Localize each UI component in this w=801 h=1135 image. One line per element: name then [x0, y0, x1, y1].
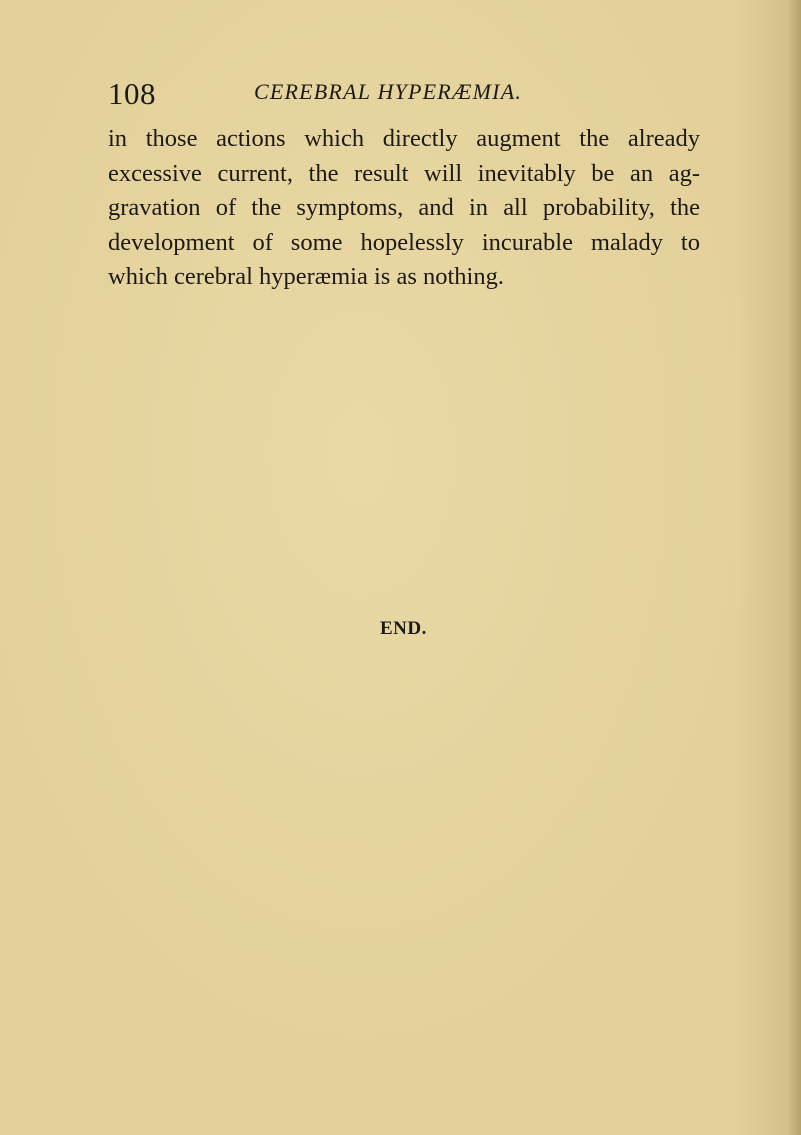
running-head: CEREBRAL HYPERÆMIA. — [254, 79, 523, 104]
text-line: development of some hopelessly incurable malady to — [108, 228, 700, 256]
text-line: in those actions which directly augment the already — [108, 125, 700, 152]
body-paragraph — [108, 122, 700, 295]
end-mark: END. — [380, 618, 427, 639]
text-line: excessive current, the result will inevitably be an ag- — [108, 159, 700, 187]
page-edge-shadow — [787, 0, 801, 1135]
text-line: gravation of the symptoms, and in all probability, the — [108, 194, 700, 221]
page-number: 108 — [108, 76, 156, 111]
page-header — [108, 72, 708, 112]
text-line: which cerebral hyperæmia is as nothing. — [108, 263, 504, 290]
